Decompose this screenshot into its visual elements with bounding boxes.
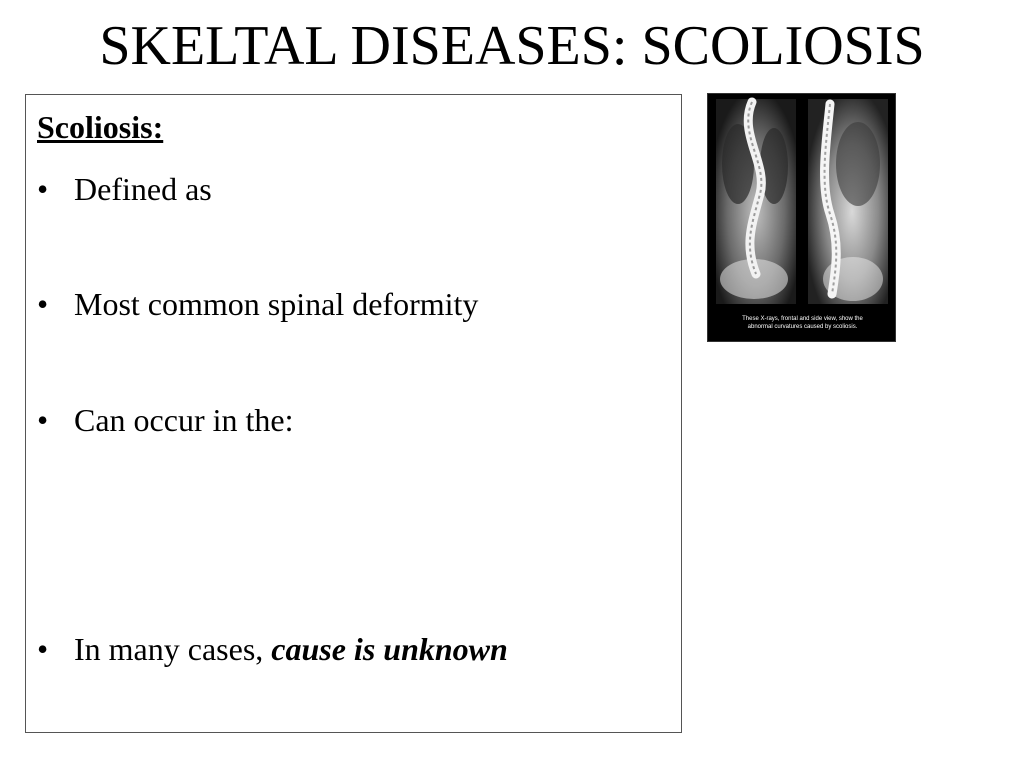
content-box <box>25 94 682 733</box>
bullet-marker: • <box>37 286 49 322</box>
slide-title: SKELTAL DISEASES: SCOLIOSIS <box>99 15 925 77</box>
bullet-text: In many cases, <box>74 631 272 667</box>
bullet-emphasis: cause is unknown <box>271 631 508 667</box>
bullet-can-occur <box>37 400 293 440</box>
xray-image <box>708 94 895 341</box>
bullet-text: Can occur in the: <box>74 402 294 438</box>
box-heading: Scoliosis: <box>37 109 164 145</box>
xray-caption-line2: abnormal curvatures caused by scoliosis. <box>747 324 858 330</box>
bullet-most-common <box>37 284 478 324</box>
bullet-defined-as <box>37 169 212 209</box>
xray-caption-line1: These X-rays, frontal and side view, show the <box>742 316 863 322</box>
xray-figure <box>707 93 896 342</box>
bullet-marker: • <box>37 631 49 667</box>
bullet-cause-unknown <box>37 629 508 669</box>
bullet-marker: • <box>37 402 49 438</box>
bullet-text: Defined as <box>74 171 212 207</box>
xray-caption <box>712 315 893 331</box>
bullet-text: Most common spinal deformity <box>74 286 479 322</box>
bullet-marker: • <box>37 171 49 207</box>
